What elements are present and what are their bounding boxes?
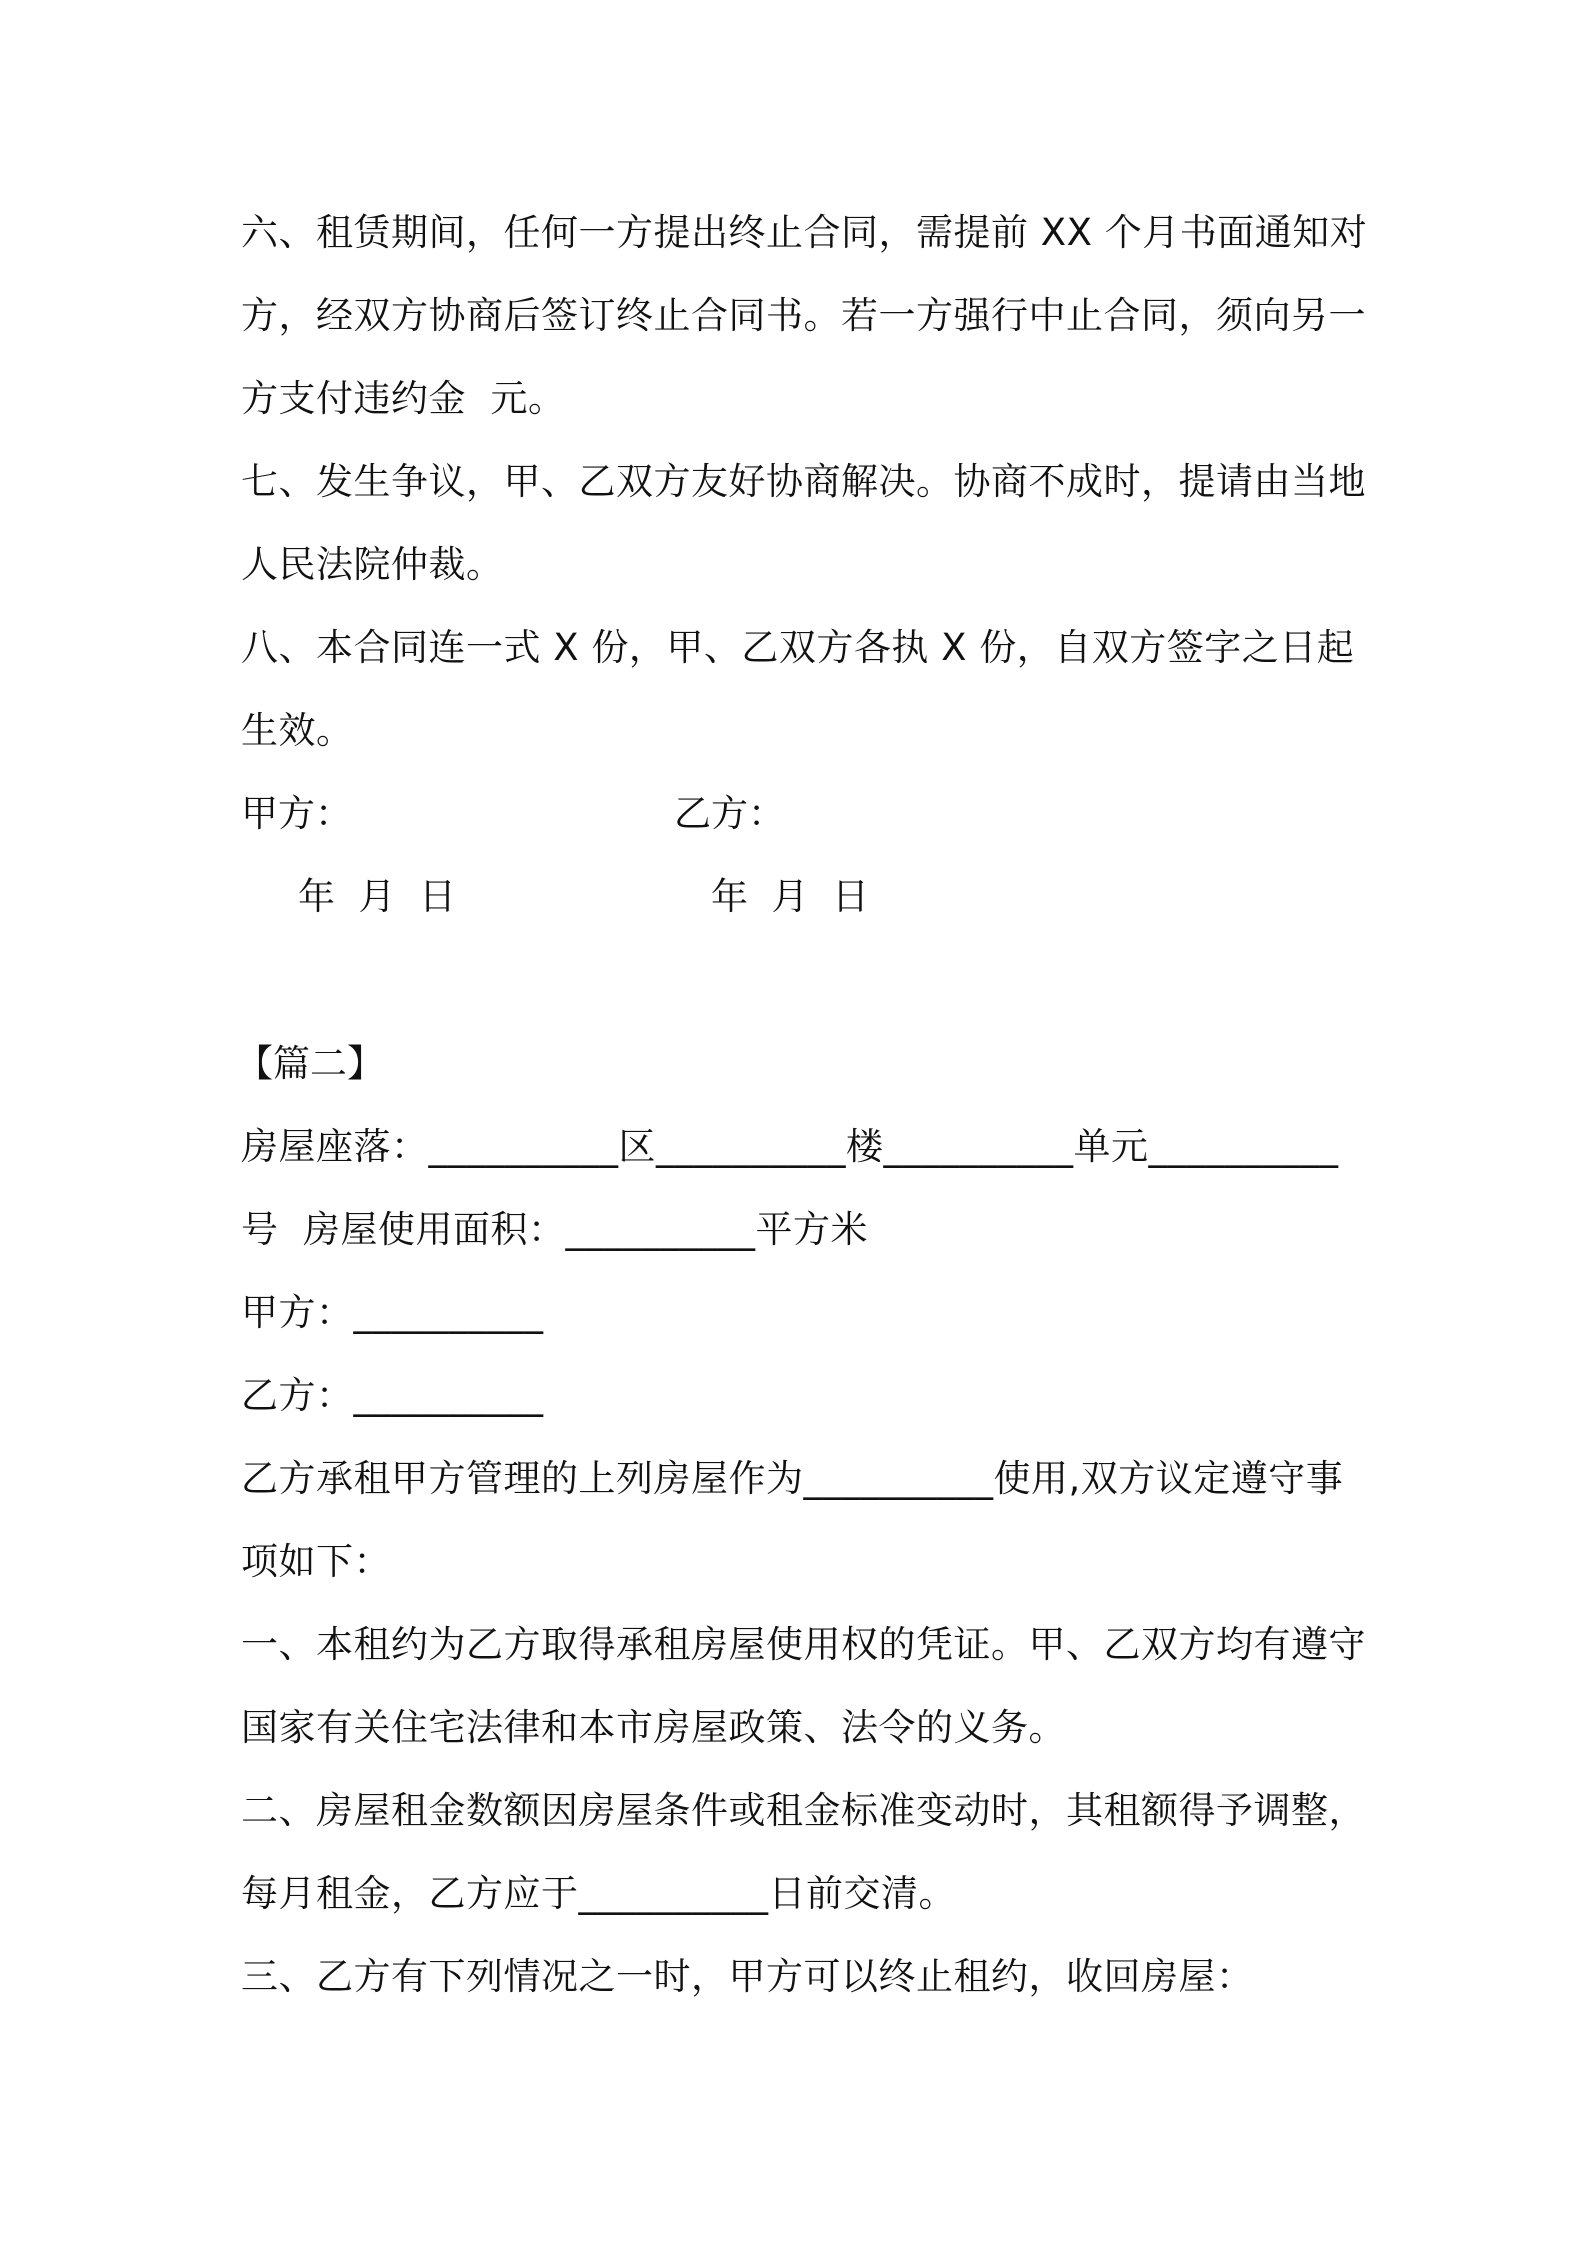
clause-7-line-1: 七、发生争议，甲、乙双方友好协商解决。协商不成时，提请由当地	[241, 460, 1366, 503]
clause-8-line-2: 生效。	[241, 709, 354, 752]
clause-7-line-2: 人民法院仲裁。	[241, 543, 504, 586]
party-b-line: 乙方：__________	[241, 1374, 544, 1417]
clause-1-line-2: 国家有关住宅法律和本市房屋政策、法令的义务。	[241, 1706, 1066, 1749]
party-a-line: 甲方：__________	[241, 1291, 544, 1334]
clause-2-line-2: 每月租金，乙方应于__________日前交清。	[241, 1872, 956, 1915]
clause-3-line-1: 三、乙方有下列情况之一时，甲方可以终止租约，收回房屋：	[241, 1955, 1254, 1998]
party-a-signature-date: 年 月 日	[298, 875, 457, 918]
party-a-signature-label: 甲方：	[241, 792, 352, 835]
clause-6-line-3: 方支付违约金 元。	[241, 377, 566, 420]
clause-6-line-1: 六、租赁期间，任何一方提出终止合同，需提前 XX 个月书面通知对	[241, 211, 1368, 254]
intro-line-2: 项如下：	[241, 1540, 391, 1583]
clause-1-line-1: 一、本租约为乙方取得承租房屋使用权的凭证。甲、乙双方均有遵守	[241, 1623, 1366, 1666]
clause-8-line-1: 八、本合同连一式 X 份，甲、乙双方各执 X 份，自双方签字之日起	[241, 626, 1355, 669]
clause-2-line-1: 二、房屋租金数额因房屋条件或租金标准变动时，其租额得予调整，	[241, 1789, 1366, 1832]
intro-line-1: 乙方承租甲方管理的上列房屋作为__________使用,双方议定遵守事	[241, 1457, 1344, 1500]
clause-6-line-2: 方，经双方协商后签订终止合同书。若一方强行中止合同，须向另一	[241, 294, 1366, 337]
section-heading: 【篇二】	[236, 1042, 384, 1085]
party-b-signature-date: 年 月 日	[711, 875, 870, 918]
house-location-line: 房屋座落：__________区__________楼__________单元__________	[241, 1125, 1339, 1168]
house-number-area-line: 号 房屋使用面积：__________平方米	[241, 1208, 869, 1251]
party-b-signature-label: 乙方：	[674, 792, 785, 835]
